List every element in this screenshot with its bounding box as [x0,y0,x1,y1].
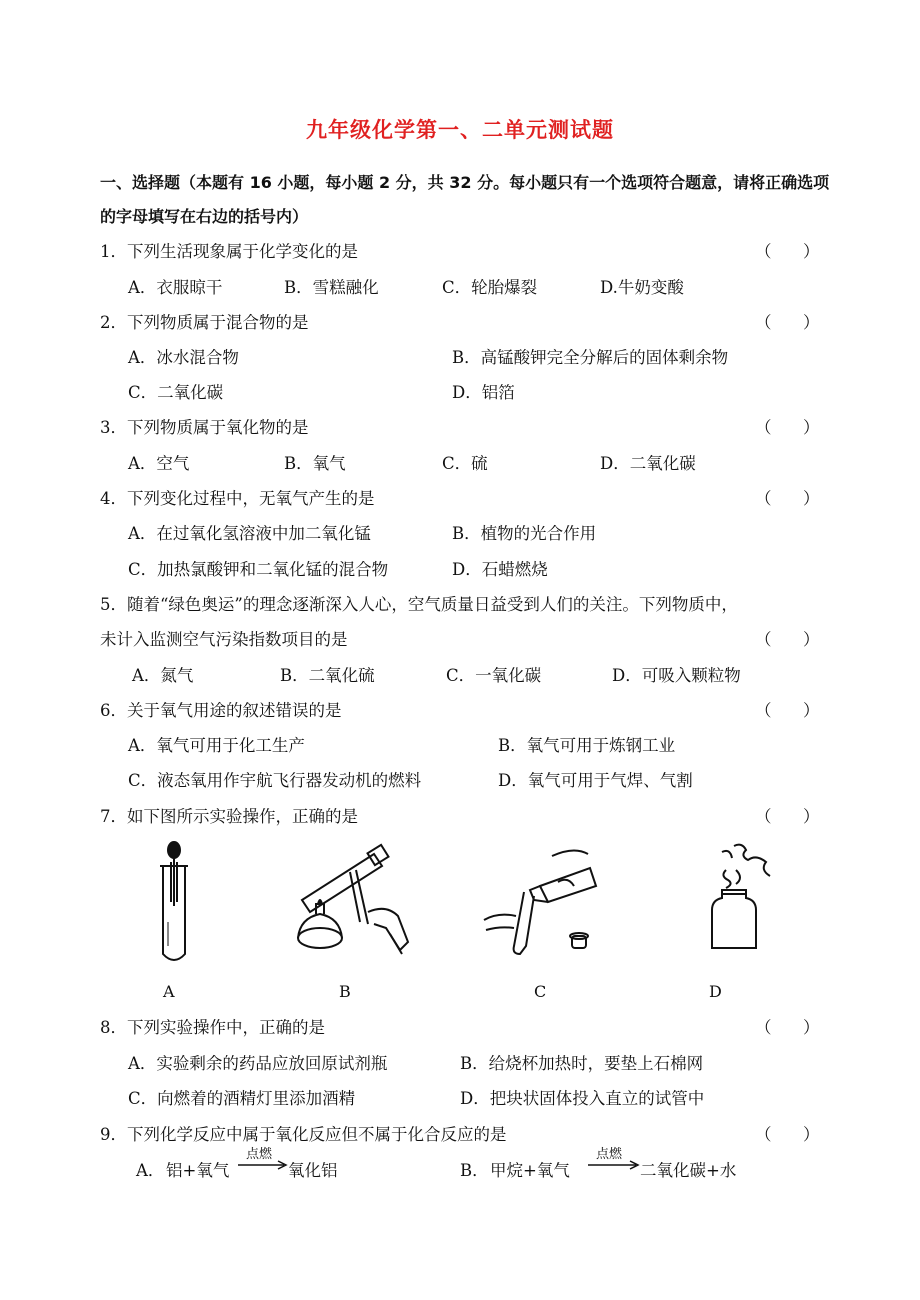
question-1-stem: 1．下列生活现象属于化学变化的是 [100,242,358,261]
q2-option-b[interactable]: B．高锰酸钾完全分解后的固体剩余物 [452,348,729,367]
answer-bracket-4[interactable]: （ ） [755,489,820,508]
q8-option-b[interactable]: B．给烧杯加热时，要垫上石棉网 [460,1054,704,1073]
q5-option-b[interactable]: B．二氧化硫 [280,666,375,685]
question-4-stem: 4．下列变化过程中，无氧气产生的是 [100,489,375,508]
q3-option-a[interactable]: A．空气 [128,454,190,473]
reaction-arrow-icon [588,1160,640,1170]
q2-option-c[interactable]: C．二氧化碳 [128,383,224,402]
q3-option-d[interactable]: D．二氧化碳 [600,454,696,473]
answer-bracket-7[interactable]: （ ） [755,807,820,826]
answer-bracket-8[interactable]: （ ） [755,1018,820,1037]
answer-bracket-3[interactable]: （ ） [755,418,820,437]
figure-label-b: B [339,982,351,1001]
figure-d-smelling-gas [700,840,772,952]
figure-a-dropper-in-tube [150,838,194,966]
q8-option-c[interactable]: C．向燃着的酒精灯里添加酒精 [128,1089,356,1108]
q8-option-a[interactable]: A．实验剩余的药品应放回原试剂瓶 [128,1054,388,1073]
q1-option-d[interactable]: D.牛奶变酸 [600,278,684,297]
answer-bracket-9[interactable]: （ ） [755,1125,820,1144]
q3-option-c[interactable]: C．硫 [442,454,488,473]
answer-bracket-6[interactable]: （ ） [755,701,820,720]
q9-option-b-products: 二氧化碳+水 [640,1161,737,1180]
figure-label-a: A [163,982,175,1001]
q9-option-b-label[interactable]: B． [460,1161,489,1180]
figure-label-d: D [709,982,722,1001]
q9-option-b-reactants: 甲烷+氧气 [490,1161,570,1180]
q2-option-d[interactable]: D．铝箔 [452,383,515,402]
question-5-stem: 5．随着“绿色奥运”的理念逐渐深入人心，空气质量日益受到人们的关注。下列物质中， [100,595,738,614]
q1-option-c[interactable]: C．轮胎爆裂 [442,278,538,297]
q4-option-d[interactable]: D．石蜡燃烧 [452,560,548,579]
question-5-stem-continued: 未计入监测空气污染指数项目的是 [100,630,348,649]
page-title: 九年级化学第一、二单元测试题 [306,118,614,142]
q2-option-a[interactable]: A．冰水混合物 [128,348,239,367]
q9-option-a-label[interactable]: A． [136,1161,165,1180]
q9-option-a-condition: 点燃 [246,1147,273,1162]
answer-bracket-5[interactable]: （ ） [755,630,820,649]
q1-option-b[interactable]: B．雪糕融化 [284,278,379,297]
q1-option-a[interactable]: A．衣服晾干 [128,278,223,297]
q9-option-a-reactants: 铝+氧气 [166,1161,230,1180]
q4-option-a[interactable]: A．在过氧化氢溶液中加二氧化锰 [128,524,371,543]
q5-option-c[interactable]: C．一氧化碳 [446,666,542,685]
question-7-stem: 7．如下图所示实验操作，正确的是 [100,807,358,826]
answer-bracket-2[interactable]: （ ） [755,313,820,332]
reaction-arrow-icon [238,1160,288,1170]
section-heading: 一、选择题（本题有 16 小题，每小题 2 分，共 32 分。每小题只有一个选项符合题意，请将正确选项的字母填写在右边的括号内） [100,173,830,226]
question-6-stem: 6．关于氧气用途的叙述错误的是 [100,701,342,720]
q4-option-b[interactable]: B．植物的光合作用 [452,524,597,543]
question-9-stem: 9．下列化学反应中属于氧化反应但不属于化合反应的是 [100,1125,507,1144]
q3-option-b[interactable]: B．氧气 [284,454,346,473]
figure-b-heating-tube [290,842,420,957]
q8-option-d[interactable]: D．把块状固体投入直立的试管中 [460,1089,705,1108]
answer-bracket-1[interactable]: （ ） [755,242,820,261]
q6-option-d[interactable]: D．氧气可用于气焊、气割 [498,771,693,790]
q9-option-b-condition: 点燃 [596,1147,623,1162]
question-3-stem: 3．下列物质属于氧化物的是 [100,418,309,437]
question-2-stem: 2．下列物质属于混合物的是 [100,313,309,332]
figure-c-pouring-liquid [478,846,608,956]
q9-option-a-products: 氧化铝 [288,1161,338,1180]
q4-option-c[interactable]: C．加热氯酸钾和二氧化锰的混合物 [128,560,389,579]
q6-option-b[interactable]: B．氧气可用于炼钢工业 [498,736,676,755]
q6-option-a[interactable]: A．氧气可用于化工生产 [128,736,305,755]
q5-option-d[interactable]: D．可吸入颗粒物 [612,666,741,685]
q6-option-c[interactable]: C．液态氧用作宇航飞行器发动机的燃料 [128,771,422,790]
figure-label-c: C [534,982,547,1001]
question-8-stem: 8．下列实验操作中，正确的是 [100,1018,325,1037]
q5-option-a[interactable]: A．氮气 [132,666,194,685]
